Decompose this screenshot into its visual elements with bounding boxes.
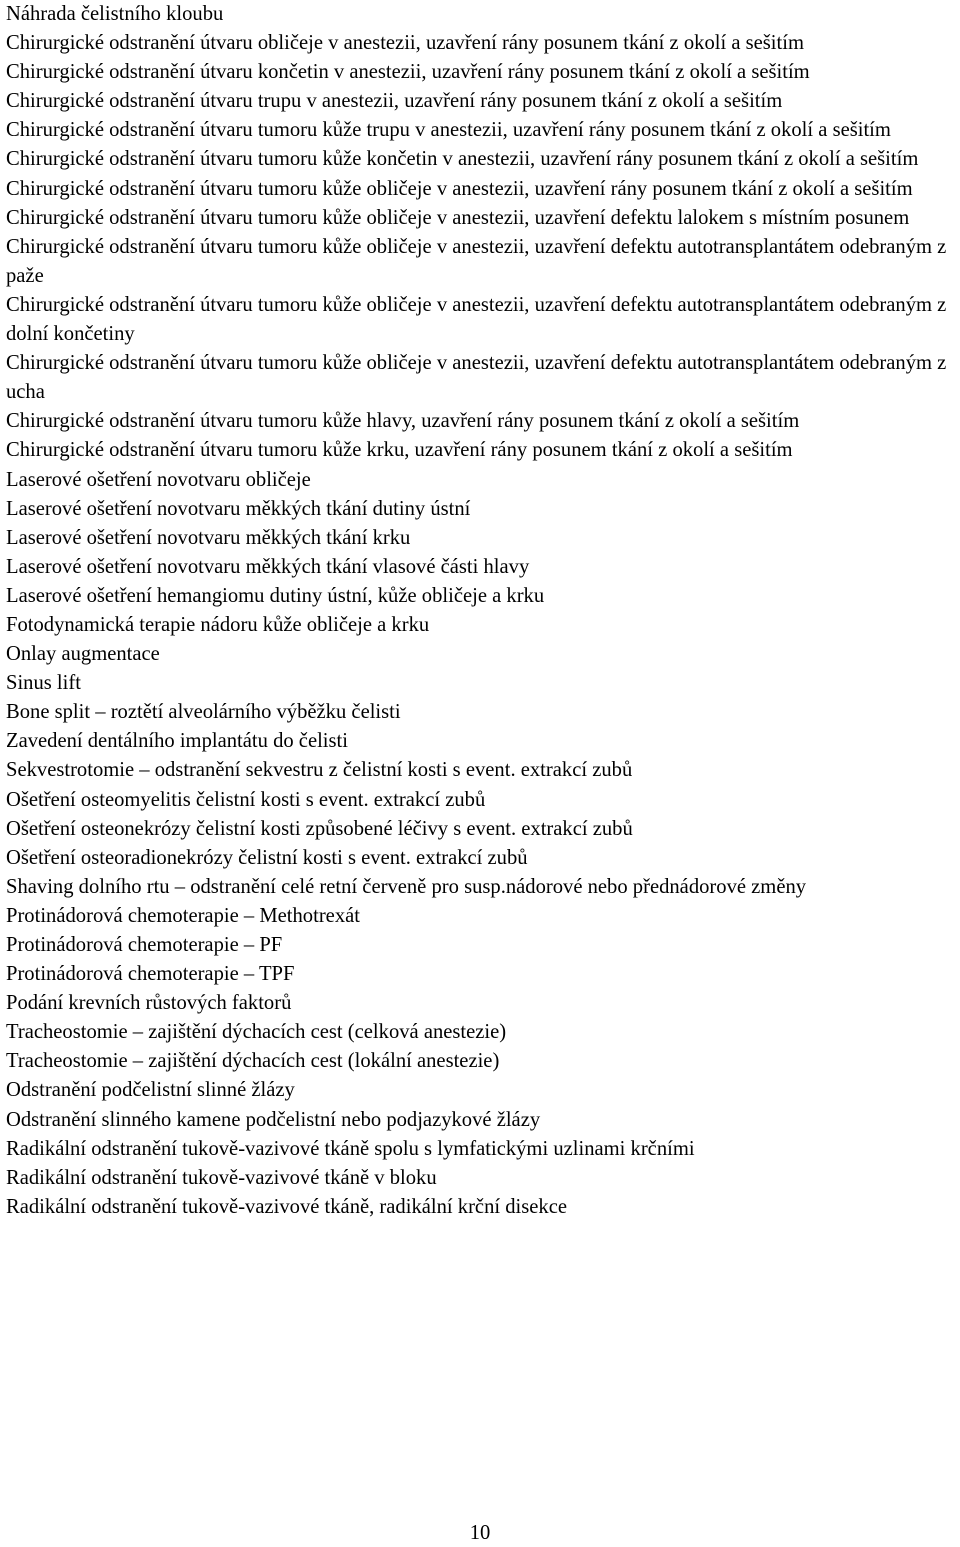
page-number: 10 <box>469 1522 491 1544</box>
list-item: Protinádorová chemoterapie – TPF <box>6 963 295 986</box>
list-item: Chirurgické odstranění útvaru obličeje v anestezii, uzavření rány posunem tkání z okolí a sešitím <box>6 32 804 55</box>
list-item: Radikální odstranění tukově-vazivové tkáně spolu s lymfatickými uzlinami krčními <box>6 1137 695 1160</box>
document-page <box>6 0 956 1222</box>
list-item: Chirurgické odstranění útvaru tumoru kůže krku, uzavření rány posunem tkání z okolí a sešitím <box>6 439 793 462</box>
list-item: Chirurgické odstranění útvaru tumoru kůže obličeje v anestezii, uzavření rány posunem tkání z okolí a sešitím <box>6 177 913 200</box>
list-item: Chirurgické odstranění útvaru tumoru kůže obličeje v anestezii, uzavření defektu lalokem s místním posunem <box>6 206 910 229</box>
procedure-list <box>6 0 956 1222</box>
list-item: Odstranění podčelistní slinné žlázy <box>6 1079 295 1102</box>
list-item: Fotodynamická terapie nádoru kůže obličeje a krku <box>6 613 430 636</box>
list-item: Chirurgické odstranění útvaru trupu v anestezii, uzavření rány posunem tkání z okolí a sešitím <box>6 90 783 113</box>
list-item: Tracheostomie – zajištění dýchacích cest (lokální anestezie) <box>6 1050 500 1073</box>
list-item: Náhrada čelistního kloubu <box>6 3 224 25</box>
list-item: Chirurgické odstranění útvaru tumoru kůže obličeje v anestezii, uzavření defektu autotransplantátem odebraným z ucha <box>6 352 947 404</box>
list-item: Chirurgické odstranění útvaru tumoru kůže obličeje v anestezii, uzavření defektu autotransplantátem odebraným z dolní končetiny <box>6 293 947 346</box>
list-item: Protinádorová chemoterapie – Methotrexát <box>6 904 360 927</box>
list-item: Laserové ošetření novotvaru měkkých tkání dutiny ústní <box>6 497 471 520</box>
list-item: Laserové ošetření novotvaru měkkých tkání krku <box>6 526 411 549</box>
list-item: Tracheostomie – zajištění dýchacích cest (celková anestezie) <box>6 1021 507 1044</box>
list-item: Chirurgické odstranění útvaru tumoru kůže obličeje v anestezii, uzavření defektu autotransplantátem odebraným z paže <box>6 235 947 287</box>
list-item: Laserové ošetření novotvaru měkkých tkání vlasové části hlavy <box>6 555 530 578</box>
list-item: Chirurgické odstranění útvaru tumoru kůže končetin v anestezii, uzavření rány posunem tkání z okolí a sešitím <box>6 148 919 171</box>
list-item: Bone split – roztětí alveolárního výběžku čelisti <box>6 701 401 724</box>
list-item: Sekvestrotomie – odstranění sekvestru z čelistní kosti s event. extrakcí zubů <box>6 759 633 782</box>
list-item: Zavedení dentálního implantátu do čelisti <box>6 730 348 753</box>
list-item: Sinus lift <box>6 672 81 695</box>
list-item: Radikální odstranění tukově-vazivové tkáně, radikální krční disekce <box>6 1195 567 1218</box>
list-item: Radikální odstranění tukově-vazivové tkáně v bloku <box>6 1166 437 1189</box>
list-item: Chirurgické odstranění útvaru tumoru kůže hlavy, uzavření rány posunem tkání z okolí a sešitím <box>6 410 800 433</box>
list-item: Chirurgické odstranění útvaru tumoru kůže trupu v anestezii, uzavření rány posunem tkání z okolí a sešitím <box>6 119 891 142</box>
list-item: Onlay augmentace <box>6 643 160 666</box>
list-item: Ošetření osteonekrózy čelistní kosti způsobené léčivy s event. extrakcí zubů <box>6 817 633 840</box>
list-item: Odstranění slinného kamene podčelistní nebo podjazykové žlázy <box>6 1108 541 1131</box>
list-item: Podání krevních růstových faktorů <box>6 992 292 1015</box>
list-item: Chirurgické odstranění útvaru končetin v anestezii, uzavření rány posunem tkání z okolí a sešitím <box>6 61 810 84</box>
list-item: Ošetření osteoradionekrózy čelistní kosti s event. extrakcí zubů <box>6 846 528 869</box>
list-item: Protinádorová chemoterapie – PF <box>6 934 283 956</box>
list-item: Laserové ošetření hemangiomu dutiny ústní, kůže obličeje a krku <box>6 584 545 607</box>
list-item: Ošetření osteomyelitis čelistní kosti s event. extrakcí zubů <box>6 788 486 811</box>
list-item: Laserové ošetření novotvaru obličeje <box>6 468 311 491</box>
list-item: Shaving dolního rtu – odstranění celé retní červeně pro susp.nádorové nebo přednádorové změny <box>6 875 807 898</box>
